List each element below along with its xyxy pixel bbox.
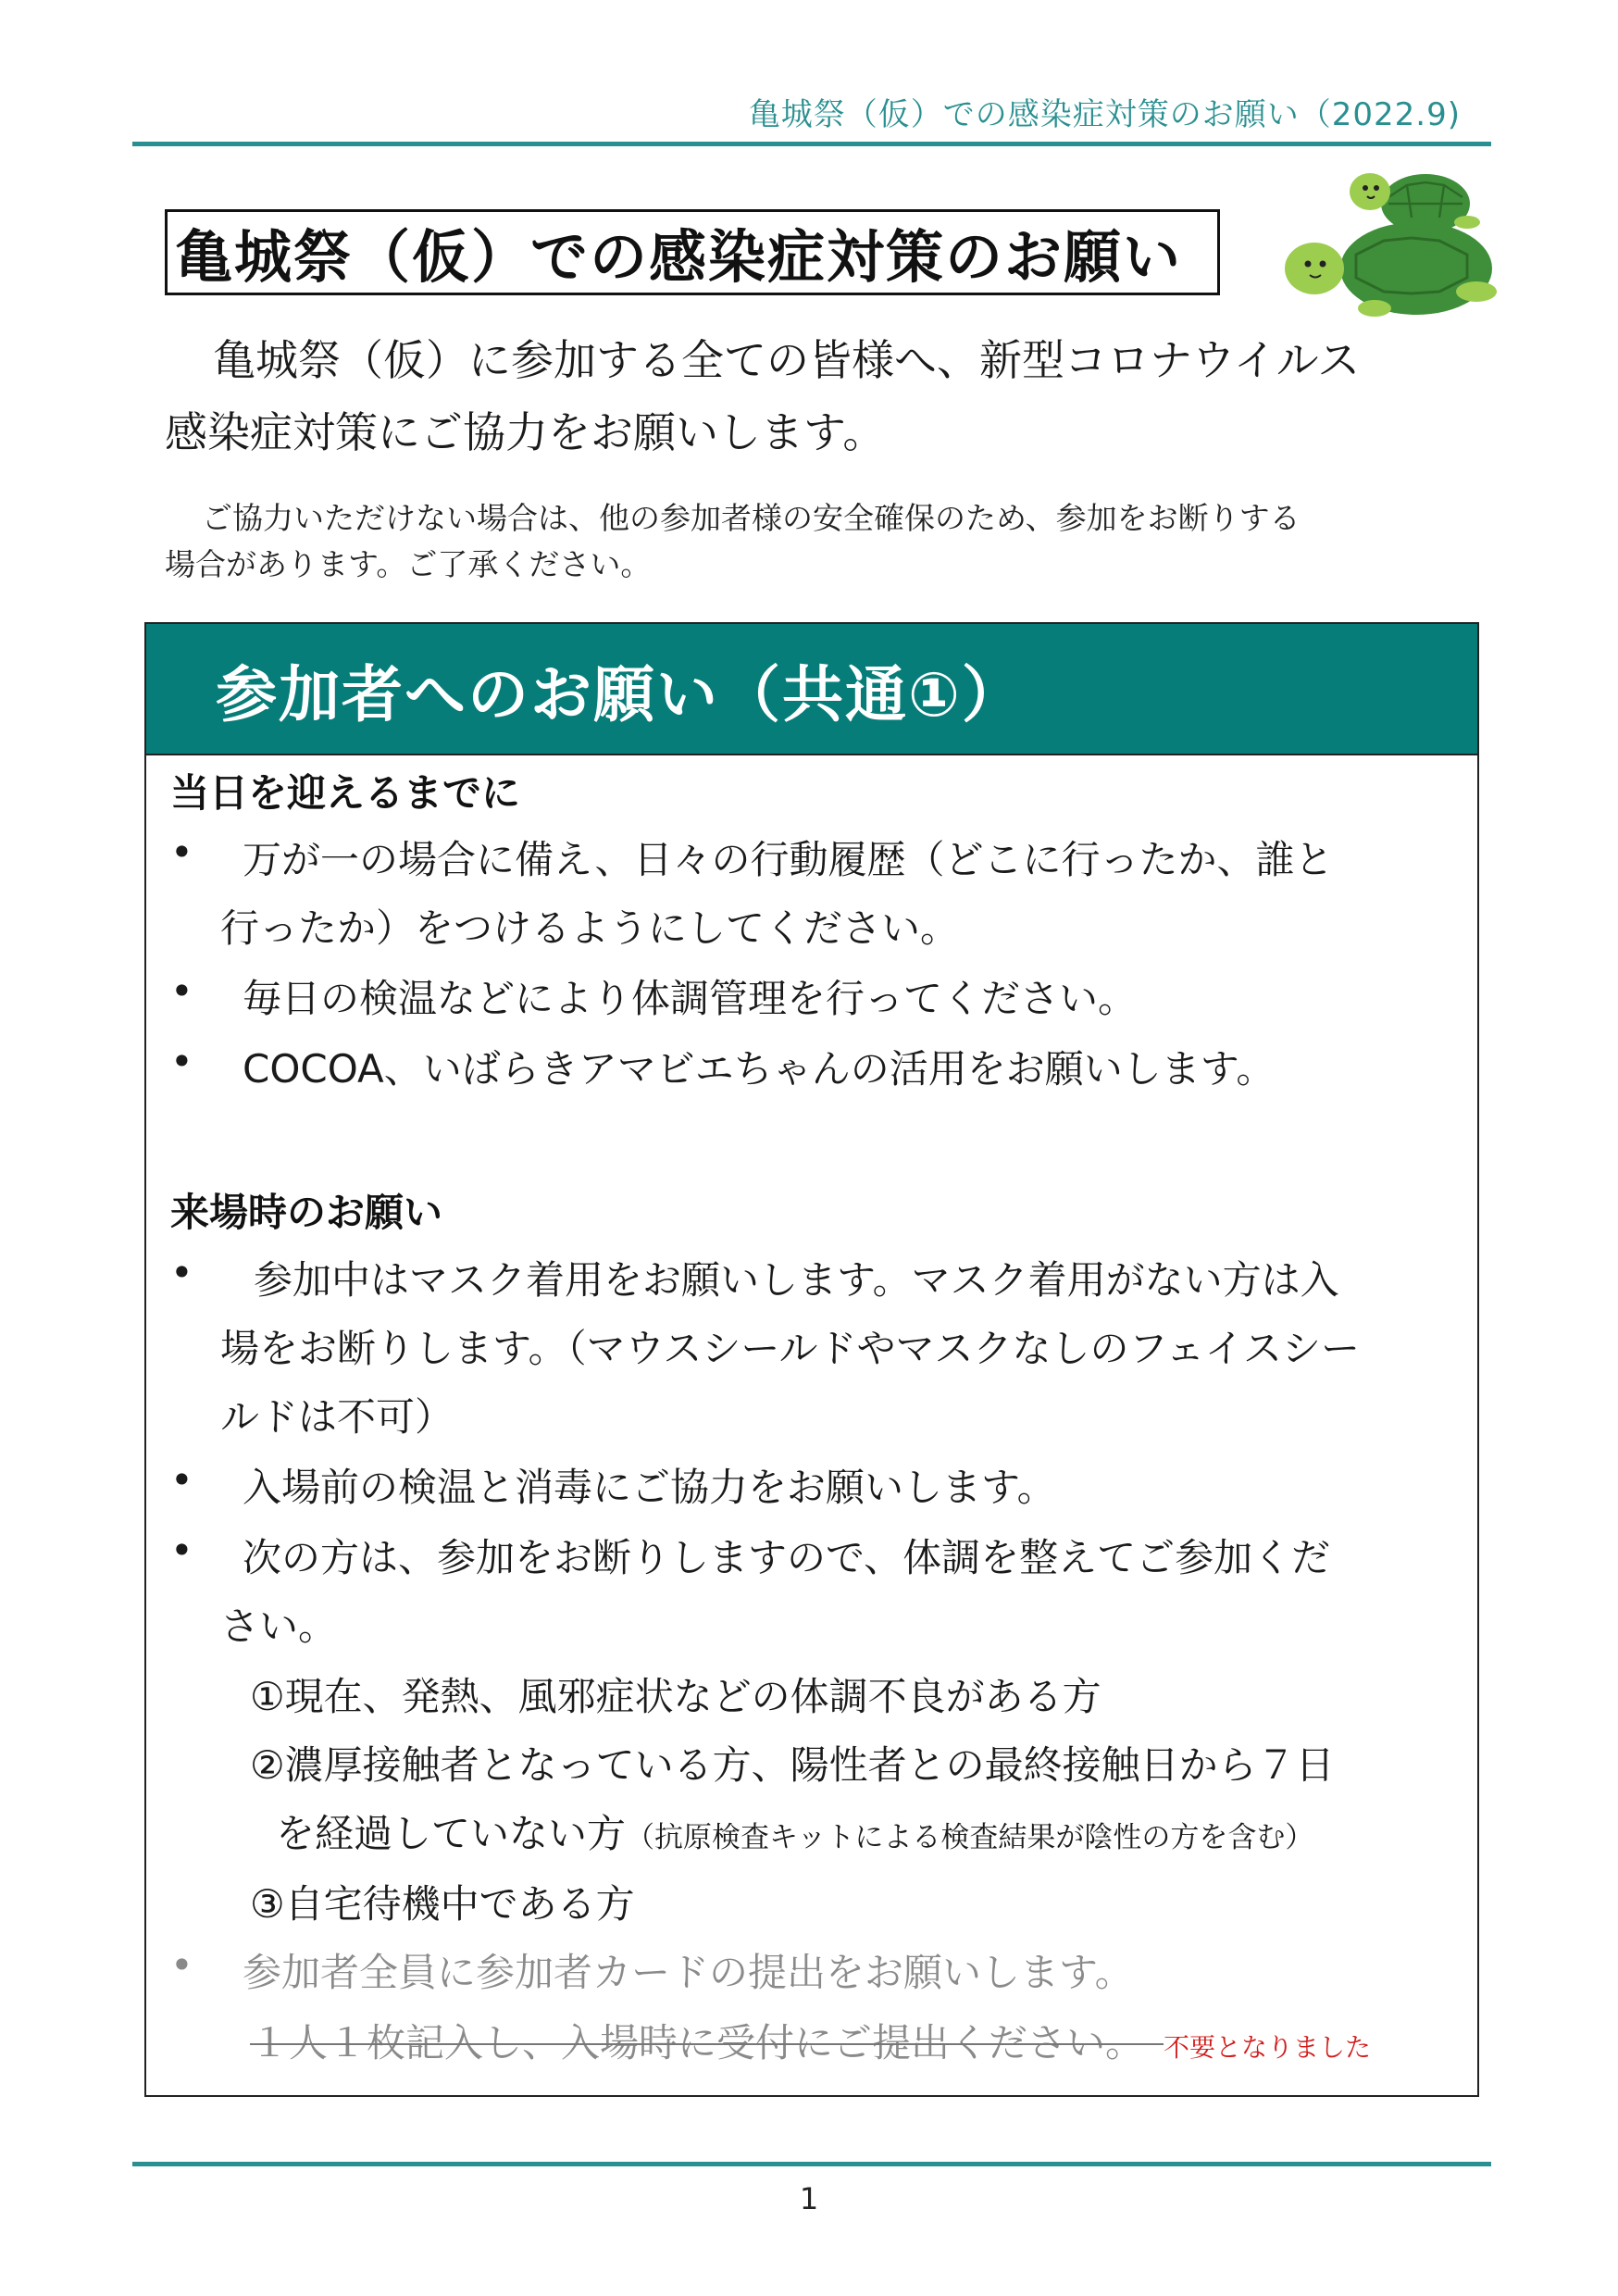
header-title: 亀城祭（仮）での感染症対策のお願い（2022.9): [748, 96, 1461, 133]
list-item-text: 参加中はマスク着用をお願いします。マスク着用がない方は入: [254, 1257, 1339, 1303]
note-paragraph: [165, 495, 1479, 588]
struck-list-item: [170, 1942, 1216, 1995]
section-title: 当日を迎えるまでに: [170, 770, 521, 816]
intro-line: 感染症対策にご協力をお願いします。: [165, 407, 886, 457]
section-title: 来場時のお願い: [170, 1190, 443, 1235]
note-line: 場合があります。ご了承ください。: [165, 546, 652, 582]
bullet: •: [170, 1942, 193, 1988]
list-item-continuation: 場をお断りします。（マウスシールドやマスクなしのフェイスシー: [220, 1326, 1361, 1371]
list-item-text: 毎日の検温などにより体調管理を行ってください。: [243, 976, 1138, 1021]
list-item-text: 次の方は、参加をお断りしますので、体調を整えてご参加くだ: [243, 1535, 1331, 1580]
sub-item: ①現在、発熱、風邪症状などの体調不良がある方: [250, 1674, 1101, 1719]
sub-item-note: （抗原検査キットによる検査結果が陰性の方を含む）: [626, 1821, 1314, 1854]
list-item-continuation: さい。: [220, 1603, 338, 1649]
panel-heading: 参加者へのお願い（共通①）: [146, 624, 1477, 755]
struck-text: 参加者全員に参加者カードの提出をお願いします。: [243, 1950, 1134, 1995]
note-line: ご協力いただけない場合は、他の参加者様の安全確保のため、参加をお断りする: [202, 500, 1301, 536]
sub-item-continuation: [276, 1803, 1313, 1859]
list-item-continuation: 行ったか）をつけるようにしてください。: [220, 905, 960, 951]
page-title-text: 亀城祭（仮）での感染症対策のお願い: [175, 223, 1183, 291]
bullet: •: [170, 968, 193, 1014]
bullet: •: [170, 1457, 193, 1503]
list-item-text: 入場前の検温と消毒にご協力をお願いします。: [243, 1465, 1056, 1510]
request-panel: [144, 622, 1479, 2097]
header-rule: [132, 142, 1491, 146]
page-title: [165, 209, 1220, 295]
intro-line: 亀城祭（仮）に参加する全ての皆様へ、新型コロナウイルス: [213, 335, 1361, 385]
bullet: •: [170, 1250, 193, 1295]
not-required-note: 不要となりました: [1164, 2032, 1372, 2063]
sub-item: ②濃厚接触者となっている方、陽性者との最終接触日から７日: [250, 1742, 1335, 1788]
bullet: •: [170, 830, 193, 875]
bullet: •: [170, 1528, 193, 1573]
sub-item-text: を経過していない方: [276, 1811, 627, 1856]
list-item-continuation: ルドは不可）: [220, 1394, 454, 1440]
struck-text: １人１枚記入し、入場時に受付にご提出ください。: [250, 2020, 1126, 2065]
bullet: •: [170, 1039, 193, 1084]
intro-paragraph: [165, 324, 1461, 468]
sub-item: ③自宅待機中である方: [250, 1881, 635, 1927]
footer-rule: [132, 2162, 1491, 2166]
page-number: 1: [799, 2181, 819, 2216]
turtle-icon: [1282, 153, 1504, 319]
struck-continuation: [250, 2013, 1371, 2068]
list-item-text: 万が一の場合に備え、日々の行動履歴（どこに行ったか、誰と: [243, 837, 1334, 882]
list-item-text: COCOA、いばらきアマビエちゃんの活用をお願いします。: [243, 1046, 1276, 1092]
